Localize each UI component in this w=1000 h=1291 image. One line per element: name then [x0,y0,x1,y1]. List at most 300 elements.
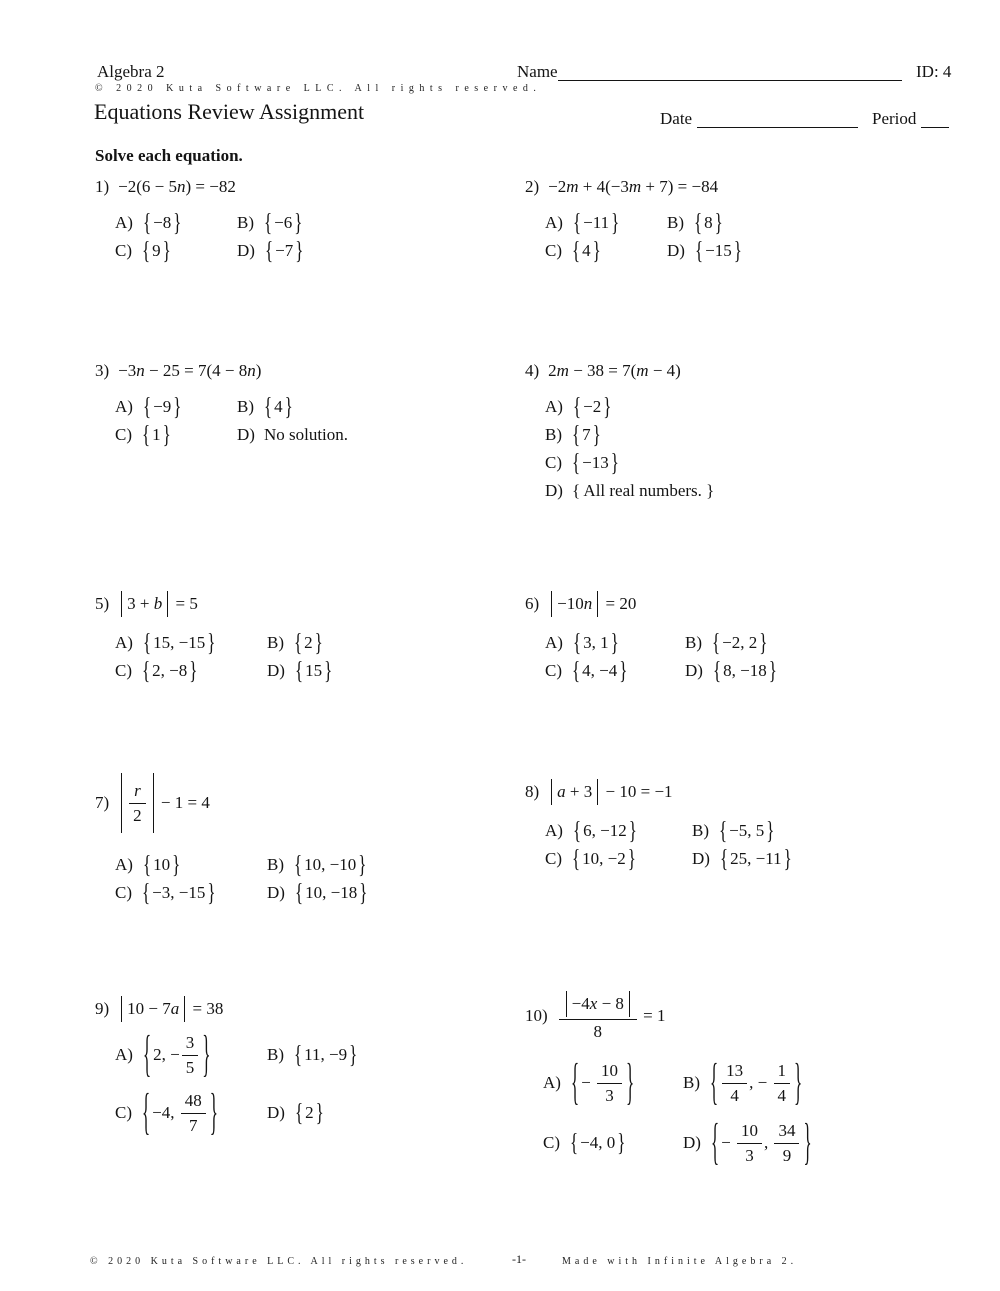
math-text: − 38 = 7( [568,361,637,380]
set-content [580,1060,625,1106]
choice-label: C) [115,883,132,902]
choice-D-problem-6 [685,656,778,685]
set-brace-icon: { [142,420,151,449]
fraction [722,1060,747,1106]
fraction-denominator [129,804,146,826]
period-blank-line [921,127,949,128]
fraction-denominator [181,1114,206,1136]
set-brace-icon: } [617,1128,626,1157]
choice-label: D) [685,661,703,680]
choice-value [694,236,743,265]
choice-value [141,656,198,685]
choice-C-problem-6 [545,656,628,685]
choice-label: B) [267,1045,284,1064]
solution-set [718,816,775,845]
name-blank-line [558,80,902,81]
math-text: 3 + [127,594,154,613]
solution-set [693,208,724,237]
choice-label: A) [545,397,563,416]
set-content [581,241,592,261]
math-variable: x [589,994,598,1013]
math-text: −9 [153,397,172,416]
math-text: − 4) [648,361,681,380]
math-text: 10, −10 [304,855,357,874]
set-brace-icon: { [264,208,273,237]
set-brace-icon: { [294,656,304,685]
choice-label: A) [115,633,133,652]
set-brace-icon: { [719,816,728,845]
choice-value [571,844,637,873]
math-text: 15 [305,661,323,680]
set-content [721,633,758,653]
solution-set [141,236,172,265]
choice-B-problem-4 [545,420,602,449]
choice-value [293,1040,358,1069]
choice-value [263,392,294,421]
set-brace-icon: { [572,420,581,449]
equation-row [95,177,304,197]
set-brace-icon: } [794,1053,803,1110]
date-label: Date [660,109,693,128]
set-content [720,1120,802,1166]
math-text: ) [255,361,262,380]
set-brace-icon: } [202,1025,211,1082]
problem-2 [525,177,743,265]
choice-value [142,392,182,421]
choice-value [569,1128,626,1157]
footer-copyright: © 2020 Kuta Software LLC. All rights reserved. [90,1256,468,1267]
set-brace-icon: { [142,656,151,685]
math-text: 10 − 7 [127,999,171,1018]
set-brace-icon: { [710,1113,720,1170]
equation [118,177,236,197]
set-brace-icon: } [349,1040,358,1069]
set-brace-icon: } [314,628,323,657]
solution-set [294,878,368,907]
choice-label: C) [115,241,132,260]
math-variable: n [247,361,256,380]
equation-row [95,773,368,833]
set-content [151,883,206,903]
math-text: 10 [600,1061,618,1080]
choice-label: B) [267,855,284,874]
set-brace-icon: } [628,816,637,845]
absolute-value [551,591,598,617]
absolute-value [551,779,598,805]
answer-choices [543,1053,813,1170]
set-content [581,425,592,445]
math-text: 6, −12 [583,821,627,840]
solution-set [293,628,324,657]
choice-A-problem-10 [543,1053,635,1110]
set-brace-icon: } [172,850,181,879]
fraction-numerator [774,1120,799,1144]
set-brace-icon: { [570,1053,580,1110]
math-text: 8 [593,1022,603,1041]
math-text: No solution. [263,425,349,444]
choice-A-problem-7 [115,850,181,879]
math-variable: m [566,177,579,196]
math-text: 3 [185,1033,195,1052]
answer-choices [115,628,333,685]
problem-6 [525,591,778,685]
solution-set [293,1040,358,1069]
set-content [304,883,358,903]
choice-label: D) [237,241,255,260]
math-text: 4 [274,397,283,416]
choice-D-problem-8 [692,844,793,873]
fraction [182,1032,199,1078]
problem-number: 7) [95,793,110,812]
equation [118,361,261,381]
set-content [152,213,172,233]
choice-A-problem-9 [115,1025,211,1082]
choice-C-problem-5 [115,656,198,685]
equation [548,779,672,805]
problem-number: 10) [525,1006,548,1025]
set-brace-icon: { [294,1098,304,1127]
choice-label: A) [543,1073,561,1092]
math-text: 10, −2 [582,849,626,868]
solution-set [141,420,172,449]
math-text: −10 [557,594,584,613]
solution-set [571,236,602,265]
set-brace-icon: { [142,1025,152,1082]
fraction-numerator [774,1060,791,1084]
page-number: -1- [512,1252,526,1266]
solution-set [263,208,303,237]
equation-row [525,779,793,805]
math-text: 2 [304,633,313,652]
math-text: −3, −15 [152,883,206,902]
choice-label: C) [115,425,132,444]
choice-label: C) [115,661,132,680]
choice-value [571,420,602,449]
set-brace-icon: } [603,392,612,421]
math-text: −2 [583,397,602,416]
problem-1 [95,177,304,265]
solution-set [694,236,743,265]
problem-4 [525,361,714,501]
choice-value [142,1025,211,1082]
choice-value [718,816,775,845]
choice-label: D) [267,661,285,680]
course-title: Algebra 2 [97,62,165,81]
solution-set [142,392,182,421]
choice-value [264,236,304,265]
solution-set [294,1098,325,1127]
absolute-value [121,996,185,1022]
choice-B-problem-3 [237,392,294,421]
choice-label: B) [683,1073,700,1092]
fraction-denominator [182,1056,199,1078]
math-text: 1 [777,1061,787,1080]
choice-D-problem-4 [545,481,714,501]
math-text: −3 [118,361,137,380]
set-brace-icon: { [572,656,581,685]
math-text: + 7) = −84 [641,177,719,196]
equation [118,996,223,1022]
choice-value [709,1053,803,1110]
set-brace-icon: } [733,236,742,265]
period-label: Period [872,109,917,128]
math-text: ) = −82 [185,177,236,196]
solution-set [572,392,612,421]
set-brace-icon: } [207,878,216,907]
set-brace-icon: } [714,208,723,237]
set-brace-icon: { [294,878,304,907]
solution-set [719,844,793,873]
math-text: { All real numbers. } [571,481,715,500]
solution-set [572,208,620,237]
set-brace-icon: } [359,878,368,907]
set-content [303,855,357,875]
absolute-value [566,991,630,1017]
problem-5 [95,591,333,685]
choice-label: B) [545,425,562,444]
choice-value [142,628,216,657]
choice-B-problem-5 [267,628,324,657]
choice-label: D) [545,481,563,500]
set-content [304,1103,315,1123]
choice-A-problem-3 [115,392,182,421]
fraction-numerator [182,1032,199,1056]
choice-A-problem-6 [545,628,620,657]
set-brace-icon: } [611,208,620,237]
solution-set [142,850,181,879]
choice-value [141,420,172,449]
fraction [774,1120,799,1166]
solution-set [141,1083,219,1140]
set-content [729,849,782,869]
set-content [152,1032,201,1078]
problem-number: 8) [525,782,540,801]
set-content [719,1060,793,1106]
choice-D-problem-3 [237,425,348,445]
answer-choices [115,392,349,449]
choice-value [141,878,217,907]
choice-label: A) [545,213,563,232]
solution-set [294,656,333,685]
choice-B-problem-7 [267,850,367,879]
math-variable: r [134,781,141,800]
problem-10 [525,990,813,1170]
math-text: −5, 5 [729,821,765,840]
set-content [274,241,294,261]
choice-value [572,481,714,501]
set-content [581,849,627,869]
choice-value [572,628,620,657]
choice-value [294,878,368,907]
choice-value [141,236,172,265]
math-variable: n [136,361,145,380]
math-variable: m [628,177,642,196]
math-variable: n [583,594,593,613]
set-brace-icon: } [625,1053,635,1110]
answer-choices [545,816,793,873]
math-text: 4 [730,1086,739,1105]
solution-set [572,628,620,657]
math-text: 8 [704,213,713,232]
choice-label: D) [237,425,255,444]
math-text: 5 [185,1058,195,1077]
date-blank-line [697,127,858,128]
math-text: −7 [275,241,294,260]
math-text: 3, 1 [583,633,609,652]
choice-value [719,844,793,873]
problem-8 [525,779,793,873]
solution-set [293,850,367,879]
set-brace-icon: } [315,1098,324,1127]
set-content [579,1133,616,1153]
choice-value [571,236,602,265]
equation [548,591,636,617]
math-text: 3 [745,1146,754,1165]
choice-B-problem-9 [267,1040,358,1069]
solution-set [142,1025,211,1082]
set-brace-icon: { [572,448,581,477]
math-text: − [721,1133,735,1152]
set-content [304,661,323,681]
math-variable: n [177,177,186,196]
choice-label: B) [685,633,702,652]
choice-label: C) [545,661,562,680]
set-brace-icon: { [572,392,582,421]
choice-label: B) [667,213,684,232]
choice-C-problem-10 [543,1128,626,1157]
choice-value [572,392,612,421]
set-brace-icon: } [358,850,367,879]
answer-choices [115,850,368,907]
math-text: 48 [184,1091,202,1110]
set-brace-icon: { [572,816,582,845]
math-text: 8, −18 [723,661,767,680]
math-text: −4 [571,994,590,1013]
problem-number: 2) [525,177,540,196]
set-brace-icon: } [207,628,216,657]
choice-value [263,208,303,237]
choice-label: C) [545,241,562,260]
choice-value [264,425,348,445]
set-brace-icon: } [294,208,303,237]
equation [557,990,666,1042]
set-content [582,397,602,417]
choice-label: A) [115,213,133,232]
math-text: −2, 2 [722,633,758,652]
fraction-numerator [181,1090,206,1114]
fraction-numerator [559,990,637,1020]
math-text: 4 [582,241,591,260]
fraction-denominator [774,1084,791,1106]
set-brace-icon: } [592,236,601,265]
answer-choices [115,208,304,265]
solution-set [570,1053,635,1110]
problem-3 [95,361,349,449]
choice-C-problem-3 [115,420,172,449]
set-content [152,397,172,417]
choice-B-problem-10 [683,1053,803,1110]
choice-value [294,1098,325,1127]
math-text: −2 [548,177,567,196]
solution-set [571,844,637,873]
equation [118,591,198,617]
math-text: 2 [548,361,557,380]
math-text: , − [749,1073,772,1092]
fraction [774,1060,791,1106]
choice-B-problem-1 [237,208,303,237]
math-text: 2 [305,1103,314,1122]
fraction-denominator [774,1144,799,1166]
math-text: 7 [189,1116,198,1135]
choice-C-problem-7 [115,878,217,907]
choice-C-problem-1 [115,236,172,265]
set-brace-icon: } [189,656,198,685]
math-text: −13 [582,453,609,472]
set-content [273,213,293,233]
set-brace-icon: { [572,844,581,873]
math-text: 4, −4 [582,661,618,680]
set-content [273,397,284,417]
name-label: Name [517,62,558,81]
set-brace-icon: } [783,844,792,873]
footer-made-with: Made with Infinite Algebra 2. [562,1256,798,1267]
choice-label: D) [267,1103,285,1122]
choice-D-problem-9 [267,1098,325,1127]
choice-D-problem-2 [667,236,743,265]
solution-set [569,1128,626,1157]
math-text: 7 [582,425,591,444]
fraction-numerator [597,1060,622,1084]
equation [118,773,210,833]
choice-D-problem-5 [267,656,333,685]
solution-set [710,1113,813,1170]
set-brace-icon: } [592,420,601,449]
problem-number: 9) [95,999,110,1018]
set-brace-icon: { [142,628,152,657]
choice-value [142,850,181,879]
equation-row [525,361,714,381]
math-text: + 3 [565,782,593,801]
choice-value [142,208,182,237]
set-brace-icon: } [173,208,182,237]
set-brace-icon: { [572,208,582,237]
fraction-numerator [129,780,146,804]
fraction-denominator [737,1144,762,1166]
fraction [129,780,146,826]
choice-label: B) [692,821,709,840]
set-content [728,821,765,841]
set-brace-icon: { [264,236,274,265]
set-brace-icon: { [142,236,151,265]
math-variable: m [636,361,649,380]
choice-label: B) [237,397,254,416]
set-brace-icon: { [142,1083,151,1140]
solution-set [141,878,217,907]
set-content [151,661,188,681]
set-brace-icon: { [710,1053,719,1110]
math-text: = 1 [638,1006,666,1025]
choice-D-problem-7 [267,878,368,907]
set-content [582,213,610,233]
choice-value [572,816,638,845]
set-content [303,633,314,653]
math-text: 1 [152,425,161,444]
problem-number: 4) [525,361,540,380]
answer-choices [545,392,715,501]
fraction-numerator [737,1120,762,1144]
math-variable: a [557,782,566,801]
instructions: Solve each equation. [95,146,243,165]
